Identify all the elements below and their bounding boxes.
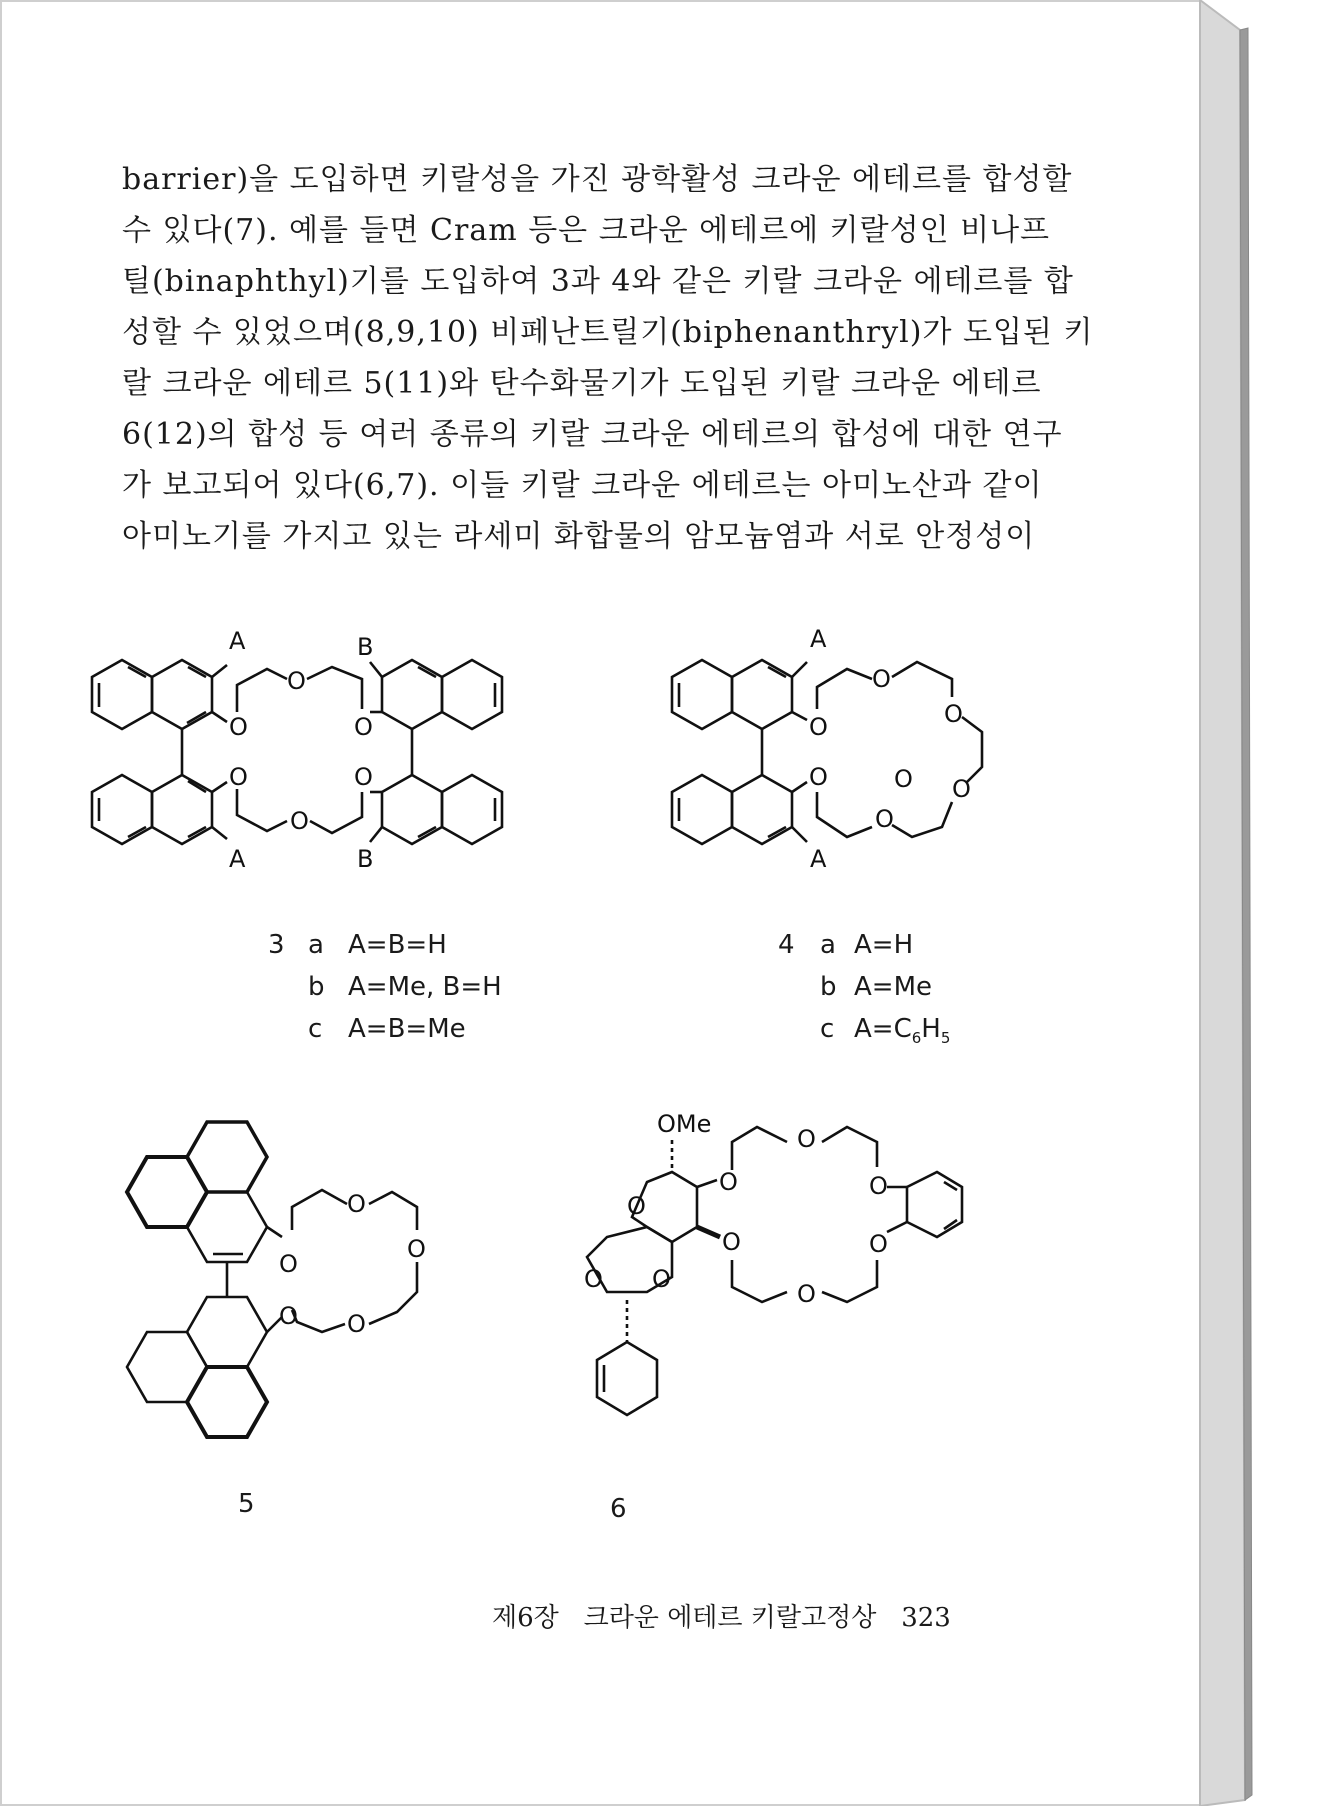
oxygen-label: O [869, 1230, 888, 1258]
compound-6-number: 6 [610, 1494, 627, 1524]
text-line: 틸(binaphthyl)기를 도입하여 3과 4와 같은 키랄 크라운 에테르를 합 [122, 264, 1074, 299]
text-line: 6(12)의 합성 등 여러 종류의 키랄 크라운 에테르의 합성에 대한 연구 [122, 417, 1063, 452]
oxygen-label: O [869, 1172, 888, 1200]
variant-letter: b [308, 972, 325, 1002]
variant-letter: a [820, 930, 836, 960]
oxygen-label: O [290, 807, 309, 835]
oxygen-label: O [952, 775, 971, 803]
text-line: barrier)을 도입하면 키랄성을 가진 광학활성 크라운 에테르를 합성할 [122, 162, 1073, 197]
atom-label-b: B [357, 633, 374, 661]
text-line: 아미노기를 가지고 있는 라세미 화합물의 암모늄염과 서로 안정성이 [122, 519, 1036, 554]
compound-4-number: 4 [778, 930, 795, 960]
atom-label-a: A [229, 845, 246, 873]
oxygen-label: O [894, 765, 913, 793]
oxygen-label: O [407, 1235, 426, 1263]
atom-label-a: A [810, 845, 827, 873]
structure-4 [662, 617, 1062, 873]
variant-letter: c [820, 1014, 835, 1044]
oxygen-label: O [809, 713, 828, 741]
oxygen-label: O [797, 1125, 816, 1153]
atom-label-b: B [357, 845, 374, 873]
structure-5 [97, 1112, 477, 1472]
variant-letter: a [308, 930, 324, 960]
oxygen-label: O [719, 1168, 738, 1196]
text-line: 가 보고되어 있다(6,7). 이들 키랄 크라운 에테르는 아미노산과 같이 [122, 468, 1043, 503]
chapter-title: 크라운 에테르 키랄고정상 [583, 1603, 877, 1633]
structure-6 [562, 1102, 1022, 1532]
oxygen-label: O [279, 1302, 298, 1330]
text-line: 성할 수 있었으며(8,9,10) 비페난트릴기(biphenanthryl)가 도입된 키 [122, 315, 1094, 350]
compound-5-number: 5 [238, 1489, 255, 1519]
oxygen-label: O [229, 713, 248, 741]
oxygen-label: O [347, 1310, 366, 1338]
variant-text: A=Me, B=H [348, 972, 502, 1002]
page-footer [492, 1597, 951, 1634]
oxygen-label: O [229, 763, 248, 791]
compound-3-number: 3 [268, 930, 285, 960]
oxygen-label: O [722, 1228, 741, 1256]
structure-3 [82, 617, 622, 873]
variant-text: A=B=Me [348, 1014, 466, 1044]
atom-label-a: A [229, 627, 246, 655]
ome-label: OMe [657, 1110, 712, 1138]
oxygen-label: O [354, 763, 373, 791]
oxygen-label: O [809, 763, 828, 791]
oxygen-label: O [872, 665, 891, 693]
atom-label-a: A [810, 625, 827, 653]
oxygen-label: O [354, 713, 373, 741]
variant-letter: b [820, 972, 837, 1002]
oxygen-label: O [347, 1190, 366, 1218]
oxygen-label: O [797, 1280, 816, 1308]
variant-text: $A=C_6H_5$ [854, 1014, 951, 1048]
text-line: 수 있다(7). 예를 들면 Cram 등은 크라운 에테르에 키랄성인 비나프 [122, 213, 1051, 248]
variant-text: A=B=H [348, 930, 447, 960]
oxygen-label: O [875, 805, 894, 833]
variant-text: A=H [854, 930, 914, 960]
oxygen-label: O [944, 700, 963, 728]
body-paragraph [122, 154, 1094, 562]
oxygen-label: O [584, 1265, 603, 1293]
oxygen-label: O [279, 1250, 298, 1278]
page-thickness-edge [1200, 0, 1318, 1806]
chapter-label: 제6장 [492, 1603, 559, 1633]
oxygen-label: O [287, 667, 306, 695]
variant-text: A=Me [854, 972, 932, 1002]
oxygen-label: O [652, 1265, 671, 1293]
page-number: 323 [901, 1603, 951, 1633]
variant-letter: c [308, 1014, 323, 1044]
oxygen-label: O [627, 1192, 646, 1220]
text-line: 랄 크라운 에테르 5(11)와 탄수화물기가 도입된 키랄 크라운 에테르 [122, 366, 1042, 401]
